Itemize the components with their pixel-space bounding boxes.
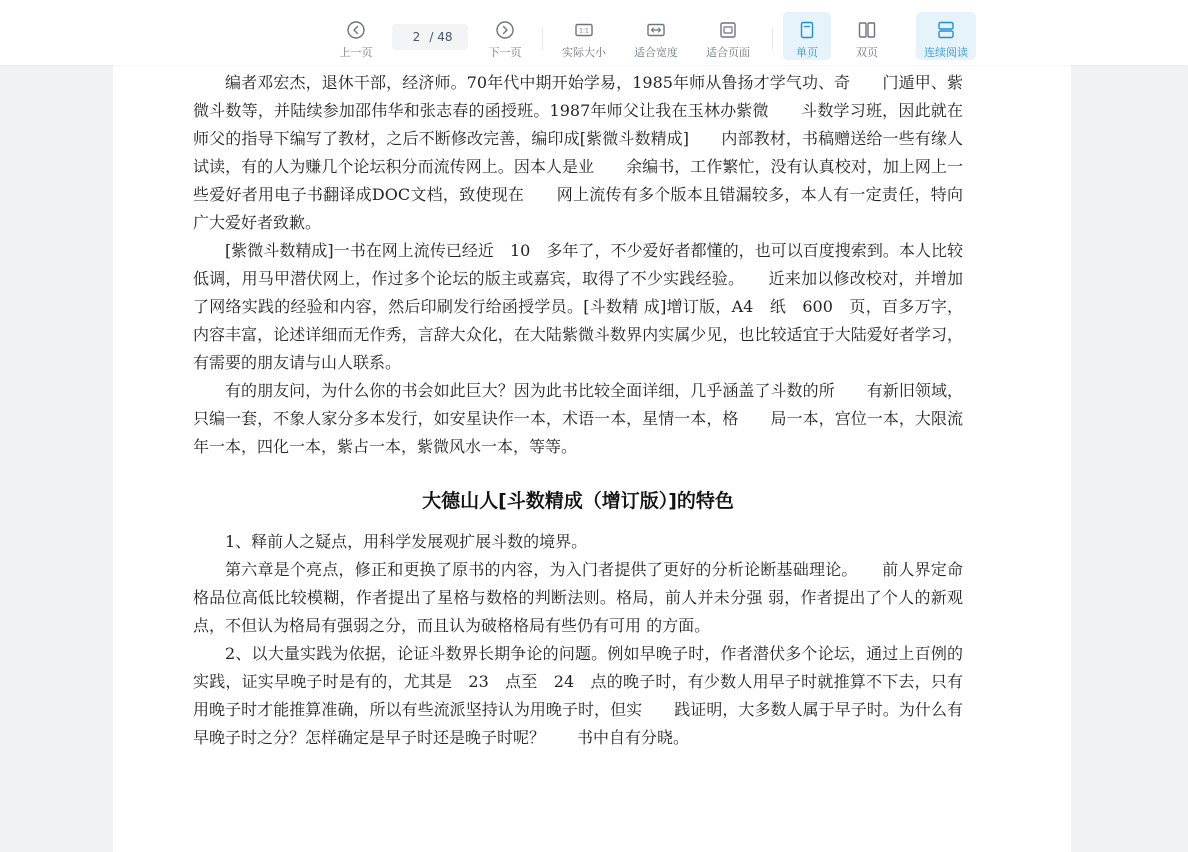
paragraph: 编者邓宏杰，退休干部，经济师。70年代中期开始学易，1985年师从鲁扬才学气功、奇 门遁甲、紫微斗数等，并陆续参加邵伟华和张志春的函授班。1987年师父让我在玉林办紫微 斗数学习班，因此就在师父的指导下编写了教材，之后不断修改完善，编印成[紫微斗数精成] 内部教材，书稿赠送给一些有缘人试读，有的人为赚几个论坛积分而流传网上。因本人是业 余编书，工作繁忙，没有认真校对，加上网上一些爱好者用电子书翻译成DOC文档，致使现在 网上流传有多个版本且错漏较多，本人有一定责任，特向广大爱好者致歉。 — [193, 73, 963, 232]
paragraph: [紫微斗数精成]一书在网上流传已经近 10 多年了，不少爱好者都懂的，也可以百度搜索到。本人比较低调，用马甲潜伏网上，作过多个论坛的版主或嘉宾，取得了不少实践经验。 近来加以修改校对，并增加了网络实践的经验和内容，然后印刷发行给函授学员。[斗数精 成]增订版，A4 纸 600 页，百多万字，内容丰富，论述详细而无作秀，言辞大众化，在大陆紫微斗数界内实属少见，也比较适宜于大陆爱好者学习，有需要的朋友请与山人联系。 — [193, 241, 963, 372]
continuous-reading-button[interactable] — [916, 12, 976, 60]
continuous-reading-label: 连续阅读 — [924, 46, 968, 59]
fit-width-label: 适合宽度 — [634, 46, 678, 59]
paragraph: 1、释前人之疑点，用科学发展观扩展斗数的境界。 — [225, 532, 588, 551]
single-page-button[interactable] — [783, 12, 831, 60]
document-page — [113, 65, 1071, 852]
section-heading: 大德山人[斗数精成（增订版）]的特色 — [422, 490, 734, 512]
actual-size-icon — [574, 20, 594, 40]
actual-size-button[interactable] — [558, 12, 610, 60]
fit-page-icon — [718, 20, 738, 40]
page-content — [193, 69, 963, 752]
next-page-button[interactable] — [484, 12, 526, 60]
actual-size-label: 实际大小 — [562, 46, 606, 59]
fit-page-button[interactable] — [702, 12, 754, 60]
page-number-input[interactable] — [407, 30, 425, 44]
fit-width-button[interactable] — [630, 12, 682, 60]
svg-text:1:1: 1:1 — [579, 27, 589, 35]
fit-width-icon — [646, 20, 666, 40]
chevron-left-circle-icon — [346, 20, 366, 40]
page-indicator — [392, 24, 468, 50]
chevron-right-circle-icon — [495, 20, 515, 40]
paragraph: 有的朋友问，为什么你的书会如此巨大？因为此书比较全面详细，几乎涵盖了斗数的所 有新旧领域，只编一套，不象人家分多本发行，如安星诀作一本，术语一本，星情一本，格 局一本，宫位一本，大限流年一本，四化一本，紫占一本，紫微风水一本，等等。 — [193, 381, 963, 456]
paragraph: 2、以大量实践为依据，论证斗数界长期争论的问题。例如早晚子时，作者潜伏多个论坛，通过上百例的实践，证实早晚子时是有的，尤其是 23 点至 24 点的晚子时，有少数人用早子时就推算不下去，只有用晚子时才能推算准确，所以有些流派坚持认为用晚子时，但实 践证明，大多数人属于早子时。为什么有早晚子时之分？怎样确定是早子时还是晚子时呢？ 书中自有分晓。 — [193, 644, 963, 747]
toolbar-divider — [542, 28, 543, 50]
single-page-icon — [797, 20, 817, 40]
toolbar-divider — [772, 28, 773, 50]
page-total: / 48 — [429, 30, 453, 44]
single-page-label: 单页 — [796, 46, 818, 59]
continuous-reading-icon — [936, 20, 956, 40]
next-page-label: 下一页 — [488, 46, 522, 59]
reader-toolbar — [0, 0, 1188, 65]
double-page-icon — [857, 20, 877, 40]
paragraph: 第六章是个亮点，修正和更换了原书的内容，为入门者提供了更好的分析论断基础理论。 前人界定命格品位高低比较模糊，作者提出了星格与数格的判断法则。格局，前人并未分强 弱，作者提出了个人的新观点，不但认为格局有强弱之分，而且认为破格格局有些仍有可用 的方面。 — [193, 560, 963, 635]
double-page-label: 双页 — [856, 46, 878, 59]
prev-page-label: 上一页 — [339, 46, 373, 59]
prev-page-button[interactable] — [335, 12, 377, 60]
double-page-button[interactable] — [845, 12, 889, 60]
fit-page-label: 适合页面 — [706, 46, 750, 59]
